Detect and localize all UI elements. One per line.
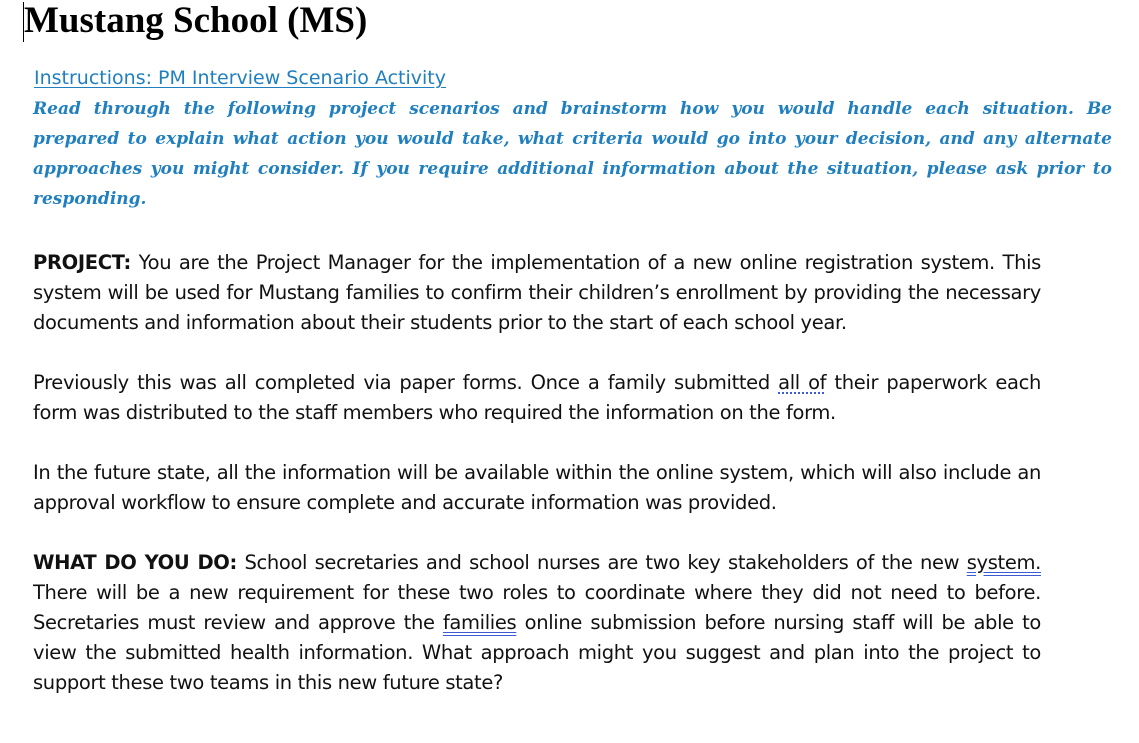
- project-text: You are the Project Manager for the implementation of a new online registration system. This system will be used for Mustang families to confirm their children’s enrollment by providing the necessary documents and information about their students prior to the start of each school year.: [33, 251, 1041, 334]
- future-state-paragraph: In the future state, all the information will be available within the online system, which will also include an approval workflow to ensure complete and accurate information was provided.: [33, 461, 1041, 514]
- grammar-flag-all-of[interactable]: all of: [778, 371, 827, 394]
- what-do-you-do-paragraph: [33, 548, 1041, 698]
- project-paragraph: [33, 248, 1041, 338]
- what-do-you-do-text-3: online submission before nursing staff will be able to view the submitted health information. What approach might you suggest and plan into the project to support these two teams in this new future state?: [33, 611, 1041, 694]
- grammar-flag-system[interactable]: system.: [966, 551, 1041, 574]
- instructions-body: Read through the following project scenarios and brainstorm how you would handle each situation. Be prepared to explain what action you would take, what criteria would go into your decision, and any alternate approaches you might consider. If you require additional information about the situation, please ask prior to responding.: [33, 99, 1112, 209]
- previously-text-before: Previously this was all completed via paper forms. Once a family submitted: [33, 371, 779, 394]
- grammar-flag-families[interactable]: families: [442, 611, 517, 634]
- what-do-you-do-text-1: School secretaries and school nurses are two key stakeholders of the new: [236, 551, 967, 574]
- what-do-you-do-label: WHAT DO YOU DO:: [33, 551, 237, 574]
- project-label: PROJECT:: [33, 251, 132, 274]
- instructions-heading: Instructions: PM Interview Scenario Activity: [34, 67, 446, 89]
- previously-text-after: their paperwork each form was distributed to the staff members who required the information on the form.: [33, 371, 1041, 424]
- what-do-you-do-text-2: There will be a new requirement for these two roles to coordinate where they did not need to before. Secretaries must review and approve the: [33, 581, 1041, 634]
- document-title: Mustang School (MS): [24, 0, 368, 41]
- previously-paragraph: [33, 368, 1041, 428]
